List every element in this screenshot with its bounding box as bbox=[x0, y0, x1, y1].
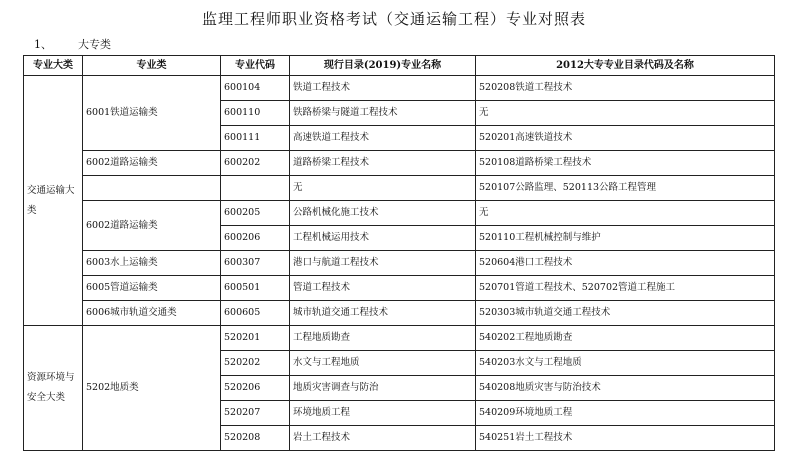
old-name-cell: 520604港口工程技术 bbox=[476, 251, 775, 276]
code-cell: 600111 bbox=[221, 126, 290, 151]
major-category-cell: 资源环境与安全大类 bbox=[24, 326, 83, 451]
name-cell: 公路机械化施工技术 bbox=[290, 201, 476, 226]
code-cell: 520201 bbox=[221, 326, 290, 351]
name-cell: 水文与工程地质 bbox=[290, 351, 476, 376]
code-cell: 520206 bbox=[221, 376, 290, 401]
old-name-cell: 520701管道工程技术、520702管道工程施工 bbox=[476, 276, 775, 301]
category-cell: 6002道路运输类 bbox=[83, 201, 221, 251]
header-major-category: 专业大类 bbox=[24, 56, 83, 76]
name-cell: 地质灾害调查与防治 bbox=[290, 376, 476, 401]
old-name-cell: 520201高速铁道技术 bbox=[476, 126, 775, 151]
old-name-cell: 540251岩土工程技术 bbox=[476, 426, 775, 451]
header-current-name: 现行目录(2019)专业名称 bbox=[290, 56, 476, 76]
code-cell: 600104 bbox=[221, 76, 290, 101]
table-row bbox=[24, 201, 775, 226]
name-cell: 铁道工程技术 bbox=[290, 76, 476, 101]
section-label: 大专类 bbox=[78, 38, 111, 51]
category-cell: 6002道路运输类 bbox=[83, 151, 221, 176]
name-cell: 工程地质勘查 bbox=[290, 326, 476, 351]
code-cell: 520207 bbox=[221, 401, 290, 426]
code-cell: 520202 bbox=[221, 351, 290, 376]
header-category: 专业类 bbox=[83, 56, 221, 76]
old-name-cell: 520107公路监理、520113公路工程管理 bbox=[476, 176, 775, 201]
old-name-cell: 无 bbox=[476, 201, 775, 226]
old-name-cell: 无 bbox=[476, 101, 775, 126]
code-cell: 600205 bbox=[221, 201, 290, 226]
name-cell: 管道工程技术 bbox=[290, 276, 476, 301]
table-row bbox=[24, 301, 775, 326]
old-name-cell: 540208地质灾害与防治技术 bbox=[476, 376, 775, 401]
table-row bbox=[24, 176, 775, 201]
name-cell: 城市轨道交通工程技术 bbox=[290, 301, 476, 326]
name-cell: 无 bbox=[290, 176, 476, 201]
page-title: 监理工程师职业资格考试（交通运输工程）专业对照表 bbox=[201, 10, 586, 28]
table-row bbox=[24, 276, 775, 301]
category-cell: 6006城市轨道交通类 bbox=[83, 301, 221, 326]
name-cell: 工程机械运用技术 bbox=[290, 226, 476, 251]
code-cell: 600206 bbox=[221, 226, 290, 251]
old-name-cell: 540202工程地质勘查 bbox=[476, 326, 775, 351]
name-cell: 岩土工程技术 bbox=[290, 426, 476, 451]
header-2012-code-name: 2012大专专业目录代码及名称 bbox=[476, 56, 775, 76]
category-cell: 6003水上运输类 bbox=[83, 251, 221, 276]
code-cell: 600307 bbox=[221, 251, 290, 276]
code-cell: 600110 bbox=[221, 101, 290, 126]
section-heading bbox=[34, 36, 111, 52]
table-row bbox=[24, 251, 775, 276]
category-cell: 6005管道运输类 bbox=[83, 276, 221, 301]
old-name-cell: 520108道路桥梁工程技术 bbox=[476, 151, 775, 176]
major-category-cell: 交通运输大类 bbox=[24, 76, 83, 326]
name-cell: 环境地质工程 bbox=[290, 401, 476, 426]
category-cell bbox=[83, 176, 221, 201]
old-name-cell: 520208铁道工程技术 bbox=[476, 76, 775, 101]
old-name-cell: 540209环境地质工程 bbox=[476, 401, 775, 426]
code-cell: 520208 bbox=[221, 426, 290, 451]
table-row bbox=[24, 326, 775, 351]
old-name-cell: 520110工程机械控制与维护 bbox=[476, 226, 775, 251]
name-cell: 铁路桥梁与隧道工程技术 bbox=[290, 101, 476, 126]
comparison-table bbox=[23, 55, 775, 451]
category-cell: 6001铁道运输类 bbox=[83, 76, 221, 151]
header-code: 专业代码 bbox=[221, 56, 290, 76]
old-name-cell: 540203水文与工程地质 bbox=[476, 351, 775, 376]
name-cell: 港口与航道工程技术 bbox=[290, 251, 476, 276]
code-cell: 600501 bbox=[221, 276, 290, 301]
code-cell: 600202 bbox=[221, 151, 290, 176]
table-row bbox=[24, 151, 775, 176]
table-header-row bbox=[24, 56, 775, 76]
section-number: 1、 bbox=[34, 38, 52, 51]
name-cell: 高速铁道工程技术 bbox=[290, 126, 476, 151]
code-cell bbox=[221, 176, 290, 201]
name-cell: 道路桥梁工程技术 bbox=[290, 151, 476, 176]
category-cell: 5202地质类 bbox=[83, 326, 221, 451]
code-cell: 600605 bbox=[221, 301, 290, 326]
old-name-cell: 520303城市轨道交通工程技术 bbox=[476, 301, 775, 326]
table-row bbox=[24, 76, 775, 101]
